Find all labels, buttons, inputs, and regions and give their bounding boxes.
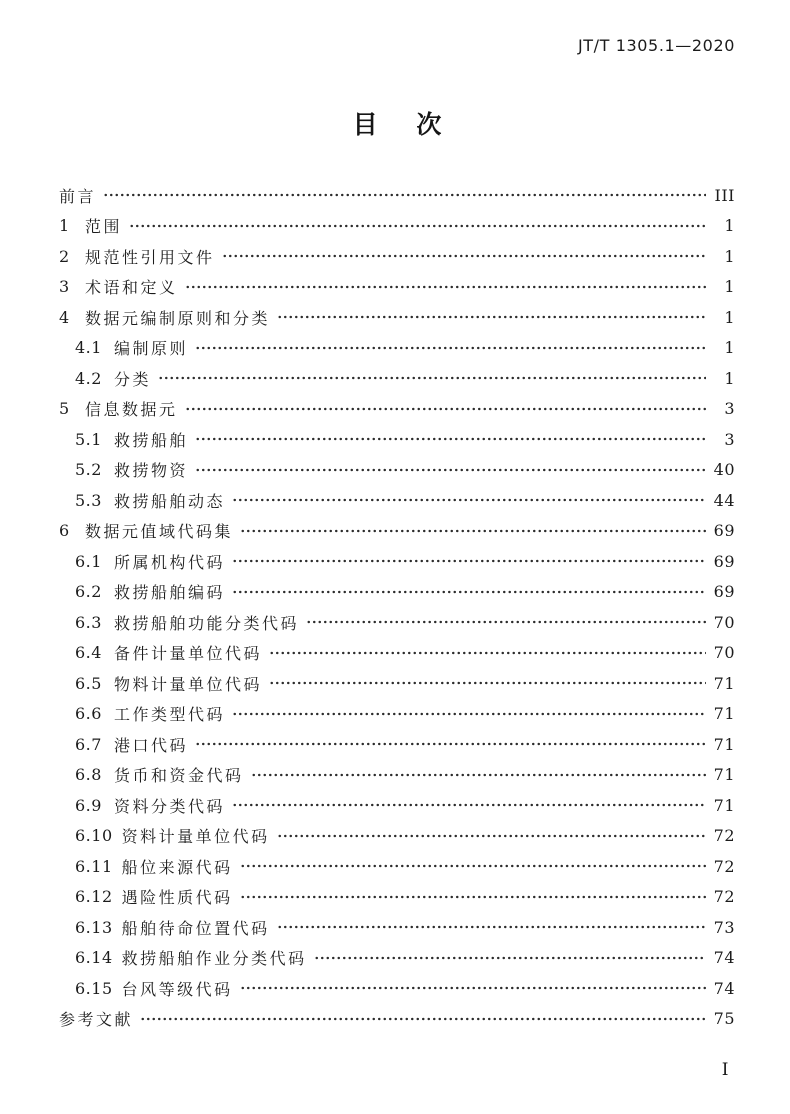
toc-leader-dots [277,921,706,933]
toc-leader-dots [277,311,706,323]
toc-entry-label: 编制原则 [114,339,189,359]
toc-entry-label: 救捞船舶编码 [114,583,226,603]
toc-entry-number: 6.6 [75,704,102,724]
toc-leader-dots [251,769,706,781]
toc-entry-number: 6.7 [75,734,102,754]
toc-entry-label: 物料计量单位代码 [114,674,263,694]
toc-entry-number: 3 [59,277,70,297]
toc-row [59,577,735,608]
toc-leader-dots [158,372,706,384]
toc-row [59,912,735,943]
toc-entry-number: 6.1 [75,551,102,571]
toc-row [59,211,735,242]
toc-row [59,973,735,1004]
toc-entry-number: 5.2 [75,460,102,480]
toc-row [59,699,735,730]
toc-leader-dots [277,830,706,842]
toc-row [59,546,735,577]
toc-row [59,729,735,760]
toc-entry-page: 69 [713,521,735,541]
toc-entry-label: 所属机构代码 [114,552,226,572]
toc-entry-page: 1 [724,368,735,388]
toc-leader-dots [240,860,706,872]
toc-row [59,180,735,211]
toc-entry-label: 工作类型代码 [114,705,226,725]
toc-entry-page: 69 [713,582,735,602]
toc-leader-dots [195,738,706,750]
toc-leader-dots [185,403,706,415]
page-title: 目 次 [352,110,442,139]
toc-entry-page: III [714,185,735,205]
toc-row [59,851,735,882]
toc-leader-dots [232,555,706,567]
toc-row [59,607,735,638]
toc-leader-dots [269,677,706,689]
toc-entry-page: 72 [713,856,735,876]
toc-leader-dots [103,189,706,201]
toc-row [59,363,735,394]
toc-row [59,1004,735,1035]
toc-leader-dots [140,1013,706,1025]
toc-entry-label: 救捞物资 [114,461,189,481]
toc-entry-number: 1 [59,216,70,236]
toc-row [59,485,735,516]
toc-entry-page: 71 [713,734,735,754]
toc-entry-page: 44 [713,490,735,510]
toc-entry-label: 参考文献 [59,1010,134,1030]
toc-row [59,241,735,272]
toc-row [59,455,735,486]
toc-entry-page: 71 [713,704,735,724]
toc-entry-label: 分类 [114,369,152,389]
toc-entry-page: 71 [713,765,735,785]
toc-entry-number: 4 [59,307,70,327]
toc-entry-page: 74 [713,948,735,968]
toc-entry-number: 4.1 [75,338,102,358]
toc-entry-label: 港口代码 [114,735,189,755]
toc-entry-number: 6.13 [75,917,113,937]
toc-entry-number: 6.5 [75,673,102,693]
toc-entry-number: 5.1 [75,429,102,449]
toc-entry-page: 70 [713,612,735,632]
toc-entry-number: 6.14 [75,948,113,968]
toc-leader-dots [240,891,706,903]
toc-entry-label: 备件计量单位代码 [114,644,263,664]
toc-row [59,424,735,455]
toc-entry-page: 3 [724,429,735,449]
toc-leader-dots [232,708,706,720]
toc-row [59,394,735,425]
toc-entry-page: 40 [713,460,735,480]
toc-leader-dots [314,952,706,964]
toc-entry-page: 1 [724,277,735,297]
toc-entry-number: 4.2 [75,368,102,388]
toc-row [59,790,735,821]
toc-entry-label: 货币和资金代码 [114,766,244,786]
toc-entry-label: 船位来源代码 [121,857,233,877]
toc-row [59,272,735,303]
toc-entry-number: 6.8 [75,765,102,785]
toc-entry-label: 救捞船舶 [114,430,189,450]
toc-entry-page: 71 [713,673,735,693]
toc-entry-label: 范围 [85,217,123,237]
toc-entry-number: 6.12 [75,887,113,907]
toc-entry-label: 遇险性质代码 [121,888,233,908]
toc-entry-label: 救捞船舶功能分类代码 [114,613,300,633]
toc-entry-label: 数据元值域代码集 [85,522,234,542]
toc-entry-number: 6.4 [75,643,102,663]
toc-row [59,516,735,547]
toc-leader-dots [232,799,706,811]
toc-entry-page: 3 [724,399,735,419]
toc-entry-number: 6.3 [75,612,102,632]
toc-entry-label: 术语和定义 [85,278,178,298]
toc-entry-number: 6.2 [75,582,102,602]
toc-entry-page: 69 [713,551,735,571]
toc-entry-label: 资料计量单位代码 [121,827,270,847]
toc-leader-dots [195,464,706,476]
toc-row [59,760,735,791]
toc-entry-number: 6.10 [75,826,113,846]
toc-entry-page: 75 [713,1009,735,1029]
toc-entry-number: 6.11 [75,856,113,876]
toc-entry-number: 6.15 [75,978,113,998]
toc-leader-dots [195,342,706,354]
toc-row [59,638,735,669]
toc-entry-label: 救捞船舶动态 [114,491,226,511]
toc-entry-label: 资料分类代码 [114,796,226,816]
toc-leader-dots [232,586,706,598]
toc-entry-page: 71 [713,795,735,815]
toc-leader-dots [195,433,706,445]
toc-leader-dots [306,616,706,628]
toc-entry-label: 船舶待命位置代码 [121,918,270,938]
toc-entry-number: 6.9 [75,795,102,815]
toc-entry-number: 5 [59,399,70,419]
toc-entry-label: 台风等级代码 [121,979,233,999]
toc-entry-label: 规范性引用文件 [85,247,215,267]
toc-entry-page: 73 [713,917,735,937]
toc-entry-label: 数据元编制原则和分类 [85,308,271,328]
toc-entry-number: 5.3 [75,490,102,510]
toc-leader-dots [185,281,706,293]
toc-entry-page: 74 [713,978,735,998]
toc-leader-dots [240,525,706,537]
toc-entry-page: 72 [713,887,735,907]
footer-page-number: I [721,1060,728,1080]
toc-leader-dots [240,982,706,994]
toc-entry-page: 70 [713,643,735,663]
toc-row [59,333,735,364]
toc-entry-number: 2 [59,246,70,266]
toc-entry-page: 1 [724,246,735,266]
toc-leader-dots [269,647,706,659]
toc-entry-label: 救捞船舶作业分类代码 [121,949,307,969]
toc-entry-number: 6 [59,521,70,541]
toc-list [59,180,735,1034]
toc-row [59,943,735,974]
toc-entry-label: 前言 [59,186,97,206]
toc-leader-dots [232,494,706,506]
toc-entry-label: 信息数据元 [85,400,178,420]
toc-entry-page: 1 [724,216,735,236]
toc-leader-dots [129,220,706,232]
toc-entry-page: 1 [724,307,735,327]
toc-row [59,882,735,913]
toc-entry-page: 72 [713,826,735,846]
toc-row [59,668,735,699]
toc-row [59,302,735,333]
toc-leader-dots [222,250,706,262]
toc-entry-page: 1 [724,338,735,358]
standard-code: JT/T 1305.1—2020 [577,36,735,55]
toc-row [59,821,735,852]
